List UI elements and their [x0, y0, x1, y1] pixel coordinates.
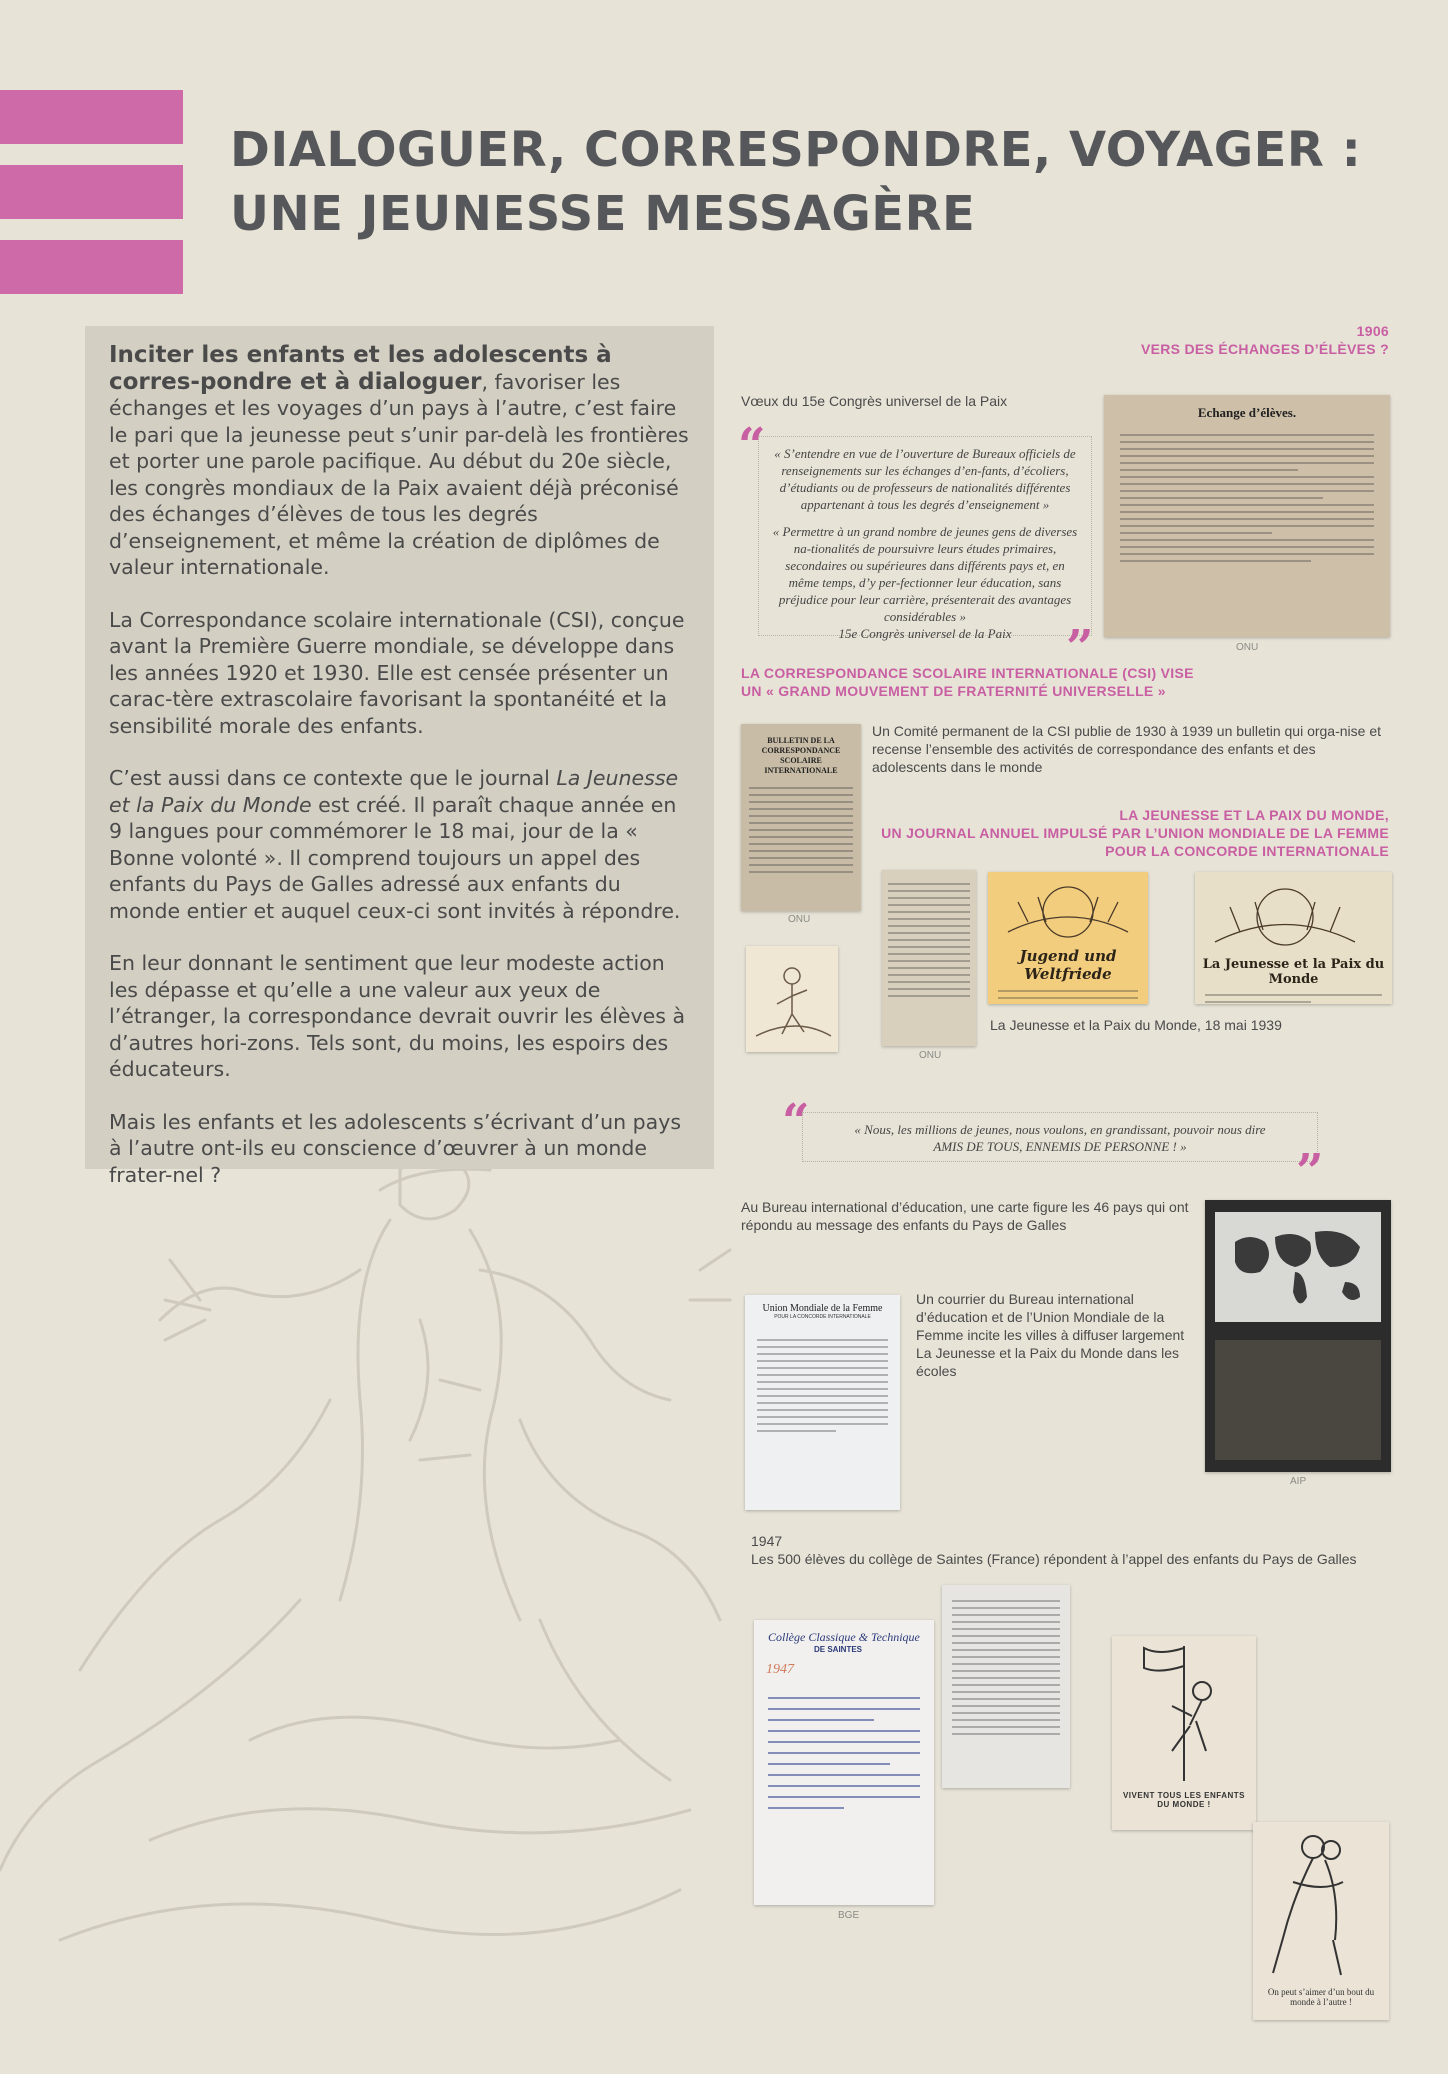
echange-document — [1104, 395, 1390, 637]
bureau-letter-caption: Un courrier du Bureau international d’éducation et de l’Union Mondiale de la Femme incite les villes à diffuser largement La Jeunesse et la Paix du Monde dans les écoles — [916, 1291, 1185, 1379]
csi-heading-line-2: UN « GRAND MOUVEMENT DE FRATERNITÉ UNIVERSELLE » — [741, 683, 1166, 699]
page-title — [230, 118, 1380, 246]
pink-bar-2 — [0, 165, 183, 219]
embrace-drawing — [1253, 1822, 1389, 2020]
saintes-year: 1947 — [751, 1533, 783, 1549]
union-mondiale-letter — [745, 1295, 900, 1510]
journal-heading-line-3: POUR LA CONCORDE INTERNATIONALE — [1105, 843, 1389, 859]
section-1906-title: VERS DES ÉCHANGES D’ÉLÈVES ? — [1140, 341, 1389, 357]
world-map-photo — [1205, 1200, 1391, 1472]
intro-paragraph-3 — [109, 765, 690, 924]
jeunesse-paix-cover — [1195, 872, 1392, 1004]
saintes-letter-head: Collège Classique & Technique — [768, 1630, 920, 1644]
saintes-letter-city: DE SAINTES — [814, 1645, 863, 1654]
intro-p3-journal: La Jeunesse et la Paix du Monde — [109, 766, 679, 817]
saintes-caption: Les 500 élèves du collège de Saintes (France) répondent à l’appel des enfants du Pays de Galles — [751, 1551, 1357, 1567]
world-map — [1215, 1212, 1381, 1322]
flag-drawing-caption: VIVENT TOUS LES ENFANTS DU MONDE ! — [1122, 1791, 1246, 1809]
saintes-stamp: 1947 — [766, 1662, 794, 1677]
section-1906-year: 1906 — [1356, 323, 1389, 339]
csi-bulletin-credit: ONU — [788, 914, 811, 925]
message-document — [882, 870, 976, 1046]
journal-heading-line-1: LA JEUNESSE ET LA PAIX DU MONDE, — [1119, 807, 1389, 823]
saintes-letter — [754, 1620, 934, 1905]
intro-paragraph-5: Mais les enfants et les adolescents s’écrivant d’un pays à l’autre ont-ils eu conscience d’œuvrer à un monde frater-nel ? — [109, 1109, 682, 1187]
intro-p3-a: C’est aussi dans ce contexte que le journal — [109, 766, 557, 790]
pink-bar-3 — [0, 240, 183, 294]
title-line-1: DIALOGUER, CORRESPONDRE, VOYAGER : — [230, 122, 1362, 178]
jugend-title: Jugend und Weltfriede — [1019, 947, 1117, 983]
embrace-drawing-caption: On peut s’aimer d’un bout du monde à l’autre ! — [1267, 1987, 1375, 2007]
congress-quote-2: « Permettre à un grand nombre de jeunes gens de diverses na-tionalités de poursuivre leurs études primaires, secondaires ou supérieures dans différents pays et, en même temps, d’y per-fectionner leur éducation, sans préjudice pour leur carrière, présenterait des avantages considérables » — [772, 524, 1078, 624]
open-quote-icon: “ — [738, 418, 766, 474]
intro-box — [85, 326, 714, 1187]
intro-p3-b: est créé. Il paraît chaque année en 9 langues pour commémorer le 18 mai, jour de la « Bonne volonté ». Il comprend toujours un appel des enfants du Pays de Galles adressé aux enfants du monde entier et auquel ceux-ci sont invités à répondre. — [109, 792, 681, 923]
intro-paragraph-2: La Correspondance scolaire internationale (CSI), conçue avant la Première Guerre mondiale, se développe dans les années 1920 et 1930. Elle est censée présenter un carac-tère extrascolaire favorisant la spontanéité et la sensibilité morale des enfants. — [109, 607, 685, 738]
close-quote-icon-2: ” — [1296, 1144, 1324, 1200]
typed-letter — [942, 1585, 1070, 1788]
union-letter-sub: POUR LA CONCORDE INTERNATIONALE — [774, 1314, 871, 1320]
csi-bulletin — [741, 724, 861, 911]
background-sketch — [0, 1120, 760, 2074]
pink-bar-1 — [0, 90, 183, 144]
hiker-drawing — [746, 946, 838, 1052]
echange-doc-title: Echange d’élèves. — [1197, 405, 1297, 420]
close-quote-icon: ” — [1066, 620, 1094, 676]
congress-quote-source: 15e Congrès universel de la Paix — [838, 626, 1012, 641]
journal-caption: La Jeunesse et la Paix du Monde, 18 mai 1939 — [990, 1017, 1282, 1033]
journal-quote-box — [802, 1112, 1318, 1162]
journal-heading-line-2: UN JOURNAL ANNUEL IMPULSÉ PAR L’UNION MONDIALE DE LA FEMME — [881, 825, 1389, 841]
journal-heading — [881, 806, 1389, 860]
congress-quote-1: « S’entendre en vue de l’ouverture de Bureaux officiels de renseignements sur les échanges d’en-fants, d’écoliers, d’étudiants ou de professeurs de nationalités différentes appartenant à tous les degrés d’enseignement » — [774, 446, 1076, 512]
intro-paragraph-4: En leur donnant le sentiment que leur modeste action les dépasse et qu’elle a une valeur aux yeux de l’étranger, la correspondance devrait ouvrir les élèves à d’autres hori-zons. Tels sont, du moins, les espoirs des éducateurs. — [109, 951, 686, 1081]
union-letter-head: Union Mondiale de la Femme — [762, 1303, 883, 1314]
csi-heading — [741, 664, 1194, 700]
csi-caption: Un Comité permanent de la CSI publie de 1930 à 1939 un bulletin qui orga-nise et recense l’ensemble des activités de correspondance des enfants et des adolescents dans le monde — [872, 723, 1381, 775]
message-credit: ONU — [919, 1050, 942, 1061]
jeunesse-cover-title: La Jeunesse et la Paix du Monde — [1202, 957, 1385, 987]
jugend-und-weltfriede-cover — [988, 872, 1148, 1004]
intro-lead-rest: , favoriser les échanges et les voyages d’un pays à l’autre, c’est faire le pari que la jeunesse peut s’unir par-delà les frontières et porter une parole pacifique. Au début du 20e siècle, les congrès mondiaux de la Paix avaient déjà préconisé des échanges d’élèves de tous les degrés d’enseignement, et même la création de diplômes de valeur internationale. — [109, 369, 689, 579]
saintes-heading — [751, 1532, 1411, 1568]
map-credit: AIP — [1290, 1476, 1307, 1487]
congress-quote-box — [758, 436, 1092, 641]
open-quote-icon-2: “ — [782, 1094, 810, 1150]
bureau-map-caption: Au Bureau international d’éducation, une carte figure les 46 pays qui ont répondu au message des enfants du Pays de Galles — [741, 1199, 1189, 1233]
intro-lead-strong: Inciter les enfants et les adolescents à corres-pondre et à dialoguer — [109, 342, 612, 395]
journal-quote-line-2: AMIS DE TOUS, ENNEMIS DE PERSONNE ! » — [933, 1139, 1187, 1154]
journal-quote-line-1: « Nous, les millions de jeunes, nous voulons, en grandissant, pouvoir nous dire — [854, 1122, 1266, 1137]
flag-drawing — [1112, 1636, 1256, 1830]
intro-paragraph-1 — [109, 342, 690, 581]
saintes-letter-credit: BGE — [838, 1910, 860, 1921]
title-line-2: UNE JEUNESSE MESSAGÈRE — [230, 186, 976, 242]
echange-credit: ONU — [1236, 642, 1259, 653]
section-1906-heading — [1141, 322, 1389, 358]
congress-caption: Vœux du 15e Congrès universel de la Paix — [741, 393, 1008, 409]
csi-heading-line-1: LA CORRESPONDANCE SCOLAIRE INTERNATIONALE (CSI) VISE — [741, 665, 1194, 681]
csi-bulletin-title: BULLETIN DE LA CORRESPONDANCE SCOLAIRE INTERNATIONALE — [761, 736, 841, 775]
